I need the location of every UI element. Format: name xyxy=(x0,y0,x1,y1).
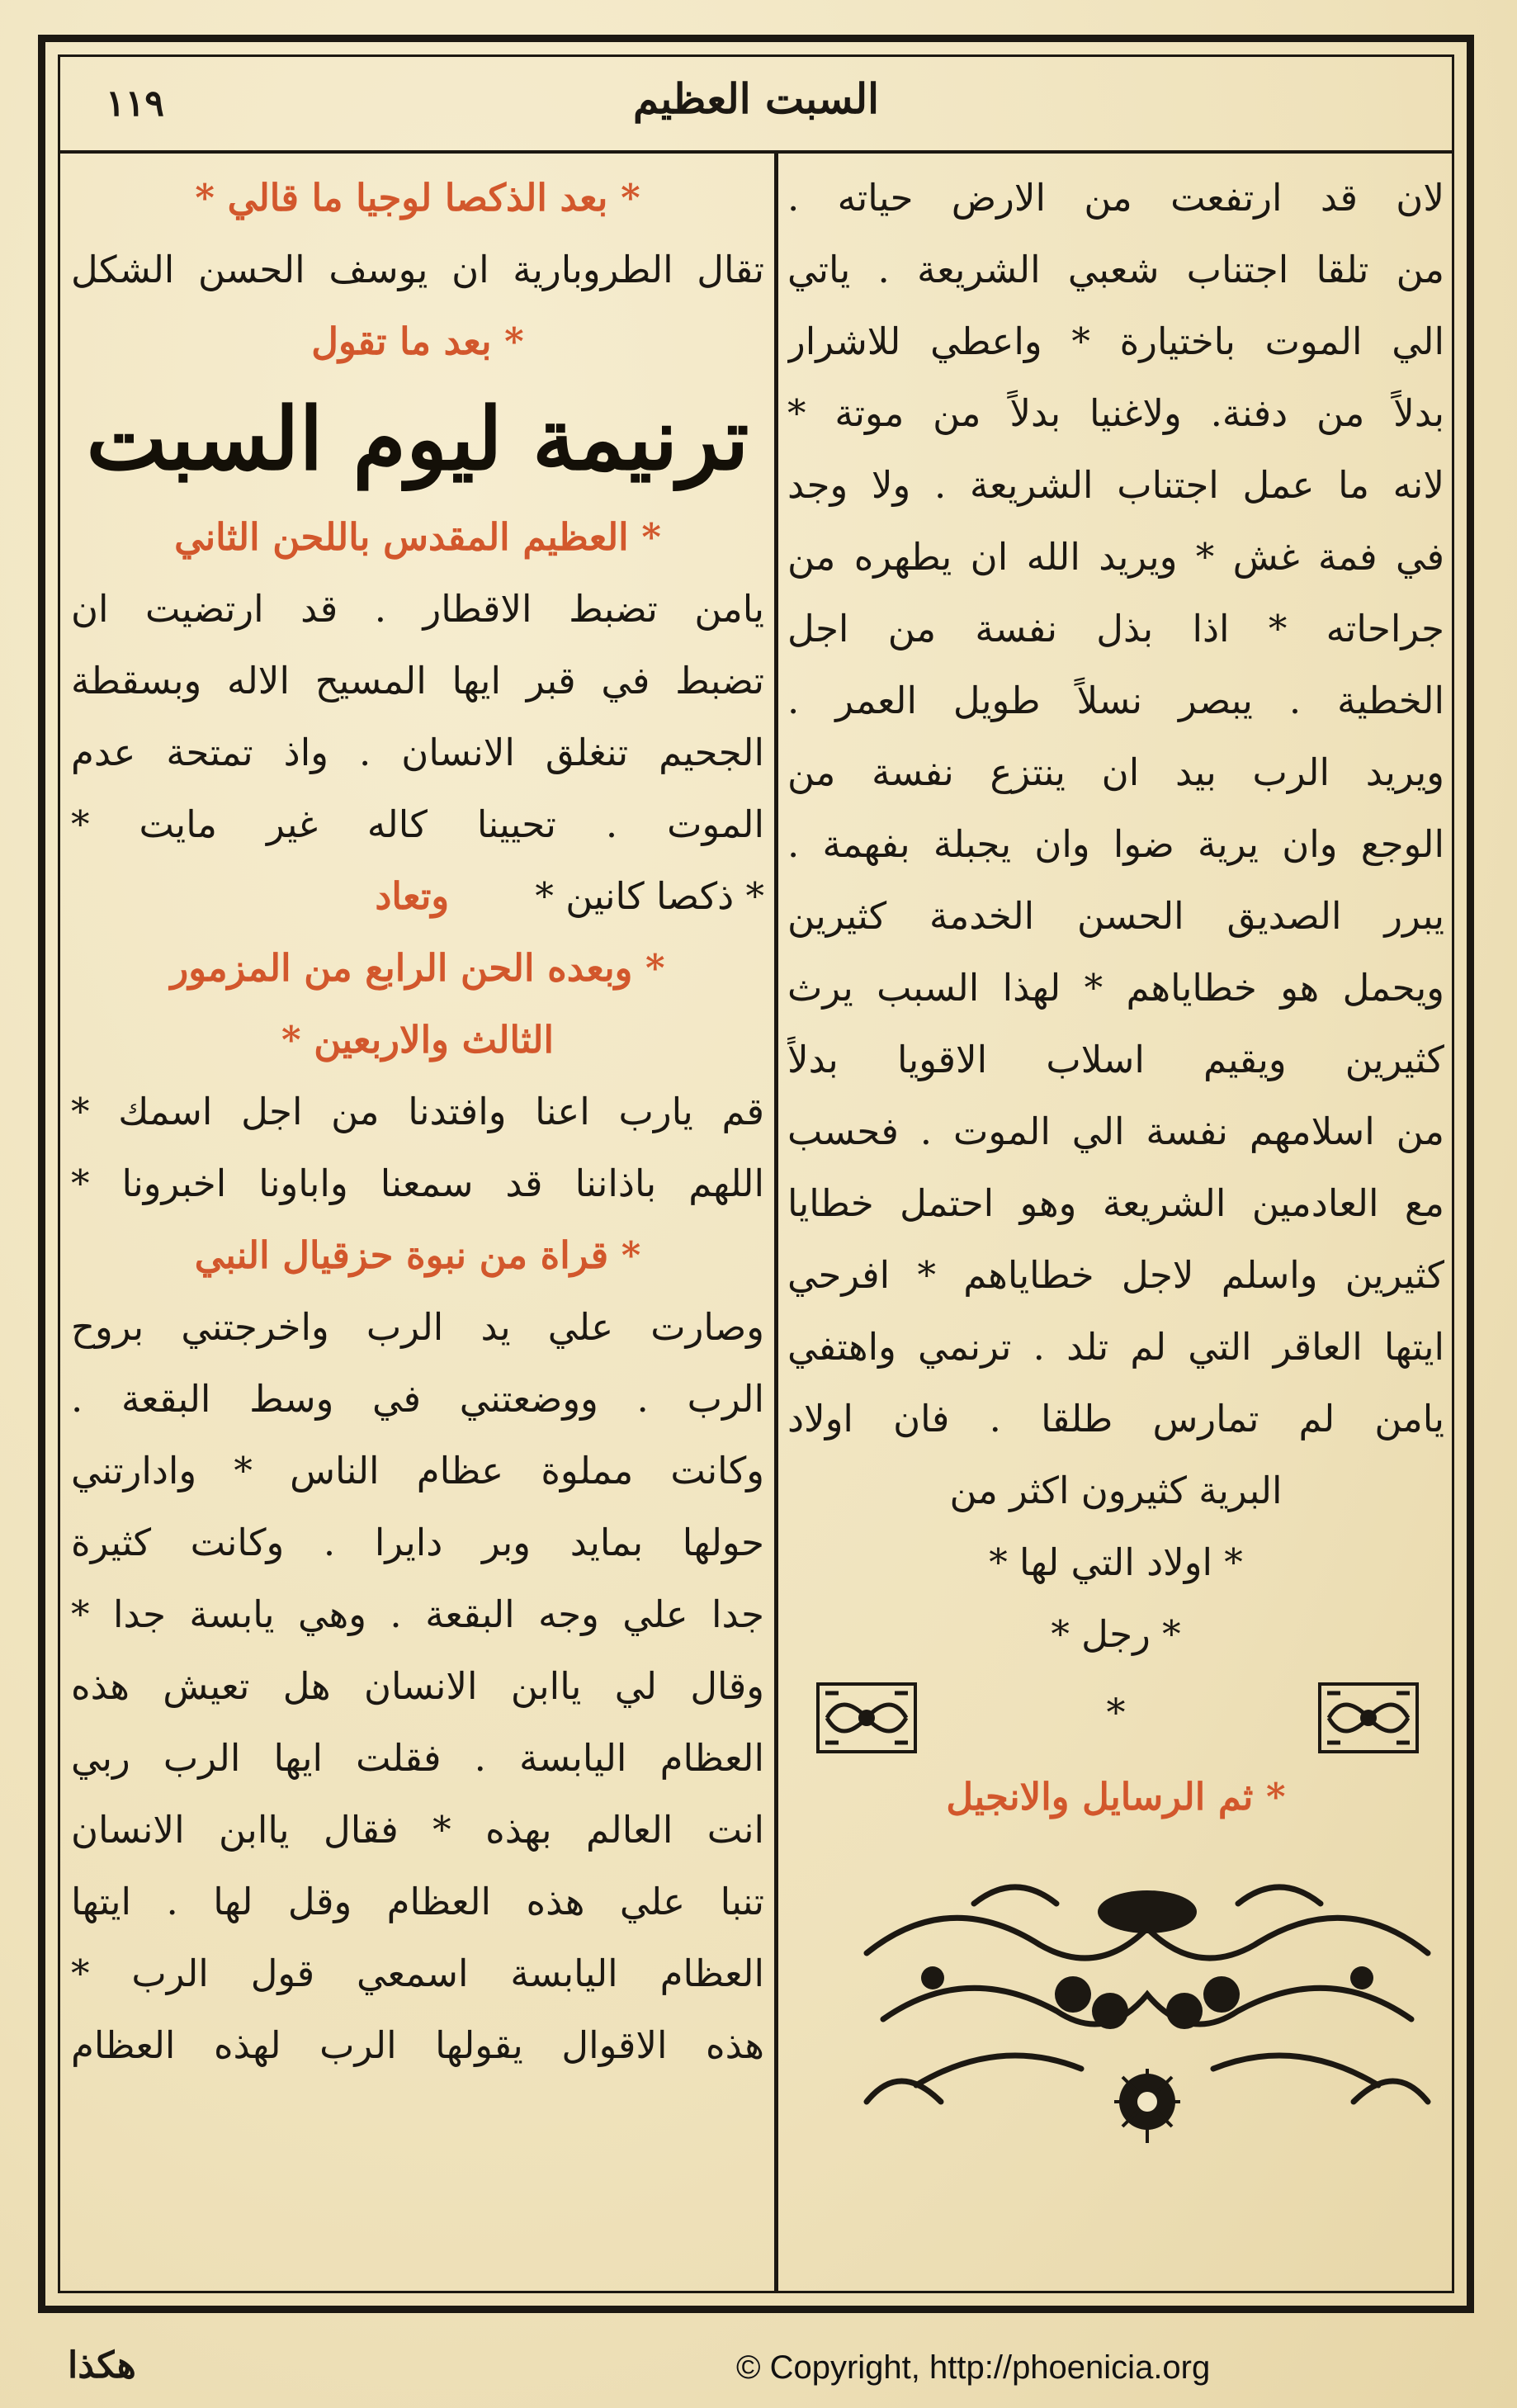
text-line-centered: البرية كثيرون اكثر من xyxy=(949,1469,1283,1512)
ornament-star: * xyxy=(1106,1690,1126,1734)
text-line: تنبا علي هذه العظام وقل لها . ايتها xyxy=(71,1880,764,1923)
floral-block-ornament-icon xyxy=(815,1682,918,1754)
doxa-line xyxy=(71,860,764,932)
rubric-ezekiel-reading: * قراة من نبوة حزقيال النبي xyxy=(194,1233,641,1277)
right-column xyxy=(787,162,1444,2155)
text-line: كثيرين واسلم لاجل خطاياهم * افرحي xyxy=(787,1253,1444,1297)
rubric-fourth-tone: * وبعده الحن الرابع من المزمور xyxy=(170,946,665,990)
page-header xyxy=(58,54,1454,154)
text-line: جراحاته * اذا بذل نفسة من اجل xyxy=(787,607,1444,650)
running-title: السبت العظيم xyxy=(633,74,879,123)
text-line: وصارت علي يد الرب واخرجتني بروح xyxy=(71,1305,764,1349)
doxa-text: * ذكصا كانين * xyxy=(535,874,764,918)
catchword: هكذا xyxy=(68,2344,136,2387)
text-line: ايتها العاقر التي لم تلد . ترنمي واهتفي xyxy=(787,1325,1444,1369)
text-line: من تلقا اجتناب شعبي الشريعة . ياتي xyxy=(787,248,1444,291)
text-line: من اسلامهم نفسة الي الموت . فحسب xyxy=(787,1109,1444,1153)
text-line: الموت . تحيينا كاله غير مايت * xyxy=(71,802,764,846)
text-line: هذه الاقوال يقولها الرب لهذه العظام xyxy=(71,2023,764,2067)
text-line-centered: * رجل * xyxy=(1051,1612,1181,1656)
page-number: ١١٩ xyxy=(106,83,164,125)
rubric-after-doxology: * بعد الذكصا لوجيا ما قالي * xyxy=(195,176,640,220)
text-line: وكانت مملوة عظام الناس * وادارتني xyxy=(71,1449,764,1493)
rubric-epistles-gospel: * ثم الرسايل والانجيل xyxy=(946,1775,1286,1819)
rubric-repeat: وتعاد xyxy=(375,874,450,918)
text-line: يبرر الصديق الحسن الخدمة كثيرين xyxy=(787,894,1444,938)
text-line: ويريد الرب بيد ان ينتزع نفسة من xyxy=(787,750,1444,794)
text-line: انت العالم بهذه * فقال ياابن الانسان xyxy=(71,1808,764,1852)
text-line: مع العادمين الشريعة وهو احتمل خطايا xyxy=(787,1181,1444,1225)
copyright-notice: © Copyright, http://phoenicia.org xyxy=(736,2349,1211,2386)
text-line-centered: * اولاد التي لها * xyxy=(989,1540,1243,1584)
text-line: الجحيم تنغلق الانسان . واذ تمتحة عدم xyxy=(71,731,764,774)
text-line: اللهم باذاننا قد سمعنا واباونا اخبرونا * xyxy=(71,1161,764,1205)
rubric-second-tone: * العظيم المقدس باللحن الثاني xyxy=(174,515,661,559)
column-divider xyxy=(774,154,778,2293)
text-line: في فمة غش * ويريد الله ان يطهره من xyxy=(787,535,1444,579)
text-line: كثيرين ويقيم اسلاب الاقويا بدلاً xyxy=(787,1038,1444,1081)
text-line: الخطية . يبصر نسلاً طويل العمر . xyxy=(787,679,1444,722)
rubric-then-say: * بعد ما تقول xyxy=(311,319,524,363)
text-line: العظام اليابسة . فقلت ايها الرب ربي xyxy=(71,1736,764,1780)
left-column xyxy=(71,162,764,2081)
text-line: الوجع وان يرية ضوا وان يجبلة بفهمة . xyxy=(787,822,1444,866)
text-line: تقال الطروبارية ان يوسف الحسن الشكل xyxy=(71,248,764,291)
text-line: لانه ما عمل اجتناب الشريعة . ولا وجد xyxy=(787,463,1444,507)
text-line: وقال لي ياابن الانسان هل تعيش هذه xyxy=(71,1664,764,1708)
text-line: العظام اليابسة اسمعي قول الرب * xyxy=(71,1951,764,1995)
baroque-woodcut-vignette-icon xyxy=(850,1854,1444,2151)
text-line: جدا علي وجه البقعة . وهي يابسة جدا * xyxy=(71,1592,764,1636)
text-line: ويحمل هو خطاياهم * لهذا السبب يرث xyxy=(787,966,1444,1010)
text-line: يامن تضبط الاقطار . قد ارتضيت ان xyxy=(71,587,764,631)
text-line: الرب . ووضعتني في وسط البقعة . xyxy=(71,1377,764,1421)
text-line: الي الموت باختيارة * واعطي للاشرار xyxy=(787,319,1444,363)
text-line: بدلاً من دفنة. ولاغنيا بدلاً من موتة * xyxy=(787,391,1444,435)
text-line: حولها بمايد وبر دايرا . وكانت كثيرة xyxy=(71,1521,764,1564)
text-line: قم يارب اعنا وافتدنا من اجل اسمك * xyxy=(71,1090,764,1133)
hymn-title: ترنيمة ليوم السبت xyxy=(86,388,749,490)
text-line: لان قد ارتفعت من الارض حياته . xyxy=(787,176,1444,220)
text-line: تضبط في قبر ايها المسيح الاله وبسقطة xyxy=(71,659,764,703)
rubric-psalm-43: الثالث والاربعين * xyxy=(281,1018,554,1062)
ornament-row xyxy=(787,1682,1444,1761)
text-line: يامن لم تمارس طلقا . فان اولاد xyxy=(787,1397,1444,1441)
